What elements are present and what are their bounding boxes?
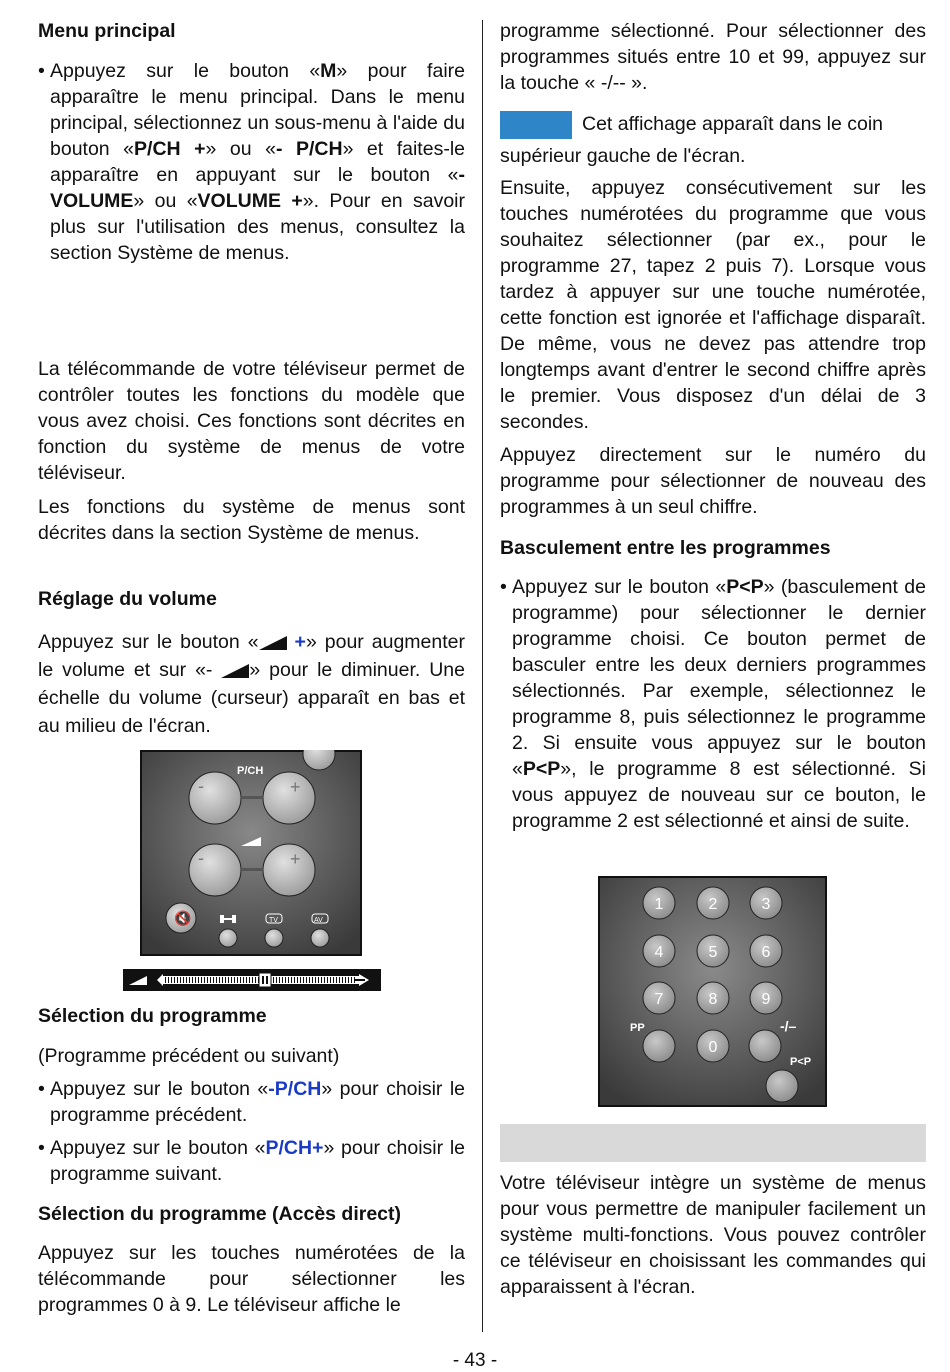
menu-bullet: • Appuyez sur le bouton «M» pour faire apparaître le menu principal. Dans le menu principal, sélectionnez un sous-menu à l'aide du bouton «P/CH +» ou «- P/CH» et faites-le apparaître en appuyant sur le bouton «- VOLUME» ou «VOLUME +». Pour en savoir plus sur l'utilisation des menus, consultez la section Système de menus. xyxy=(38,60,465,264)
pch-plus-label: + xyxy=(290,777,301,797)
then-paragraph: Ensuite, appuyez consécutivement sur les touches numérotées du programme que vous souhaitez sélectionner (par ex., pour le programme 27, tapez 2 puis 7). Lorsque vous tardez à appuyer sur une touche numérotée, cette fonction est ignorée et l'affichage disparaît. De même, vous ne devez pas attendre trop longtemps avant d'entrer le second chiffre après le premier. Vous disposez d'un délai de 3 secondes. xyxy=(500,177,926,433)
keypad-illustration xyxy=(598,876,828,1108)
menu-heading: Menu principal xyxy=(38,20,176,42)
keypad-key-label: 4 xyxy=(654,944,664,961)
menus-paragraph: Les fonctions du système de menus sont décrites dans la section Système de menus. xyxy=(38,496,465,544)
switch-heading: Basculement entre les programmes xyxy=(500,537,831,559)
selection-heading: Sélection du programme xyxy=(38,1005,267,1027)
keypad-key-label: 6 xyxy=(761,944,771,961)
remote-paragraph: La télécommande de votre téléviseur permet de contrôler toutes les fonctions du modèle que vous avez choisi. Ces fonctions sont décrites en fonction du système de menus de votre téléviseur. xyxy=(38,358,465,484)
remote-volume-illustration xyxy=(140,750,364,958)
pch-minus-label: - xyxy=(198,776,204,796)
pch-label: P/CH xyxy=(237,765,264,777)
volume-triangle-icon xyxy=(259,636,287,650)
mute-icon: 🔇 xyxy=(174,910,192,926)
next-bullet: • Appuyez sur le bouton «P/CH+» pour choisir le programme suivant. xyxy=(38,1137,465,1185)
vol-minus-label: - xyxy=(198,848,204,868)
column-divider xyxy=(482,20,483,1332)
direct-paragraph: Appuyez sur les touches numérotées de la télécommande pour sélectionner les programmes 0 à 9. Le téléviseur affiche le xyxy=(38,1242,465,1316)
menu-system-paragraph: Votre téléviseur intègre un système de menus pour vous permettre de manipuler facilement un système multi-fonctions. Vous pouvez contrôler ce téléviseur en choisissant les commandes qui apparaissent à l'écran. xyxy=(500,1172,926,1298)
tv-label: TV xyxy=(269,917,278,924)
section-header-bar xyxy=(500,1124,926,1162)
pcp-button xyxy=(766,1070,798,1102)
dash-label: -/– xyxy=(780,1018,797,1034)
single-digit-paragraph: Appuyez directement sur le numéro du programme pour sélectionner de nouveau des programmes à un seul chiffre. xyxy=(500,444,926,518)
volume-scale-bar xyxy=(123,969,381,991)
selection-subtitle: (Programme précédent ou suivant) xyxy=(38,1045,340,1067)
keypad-key-label: 7 xyxy=(654,991,664,1008)
display-paragraph: Cet affichage apparaît dans le coin supérieur gauche de l'écran. xyxy=(500,111,926,169)
pp-label: PP xyxy=(630,1022,645,1034)
volume-triangle-icon xyxy=(221,664,249,678)
page-number: - 43 - xyxy=(452,1350,498,1371)
pcp-label: P<P xyxy=(790,1056,812,1068)
keypad-key-label: 3 xyxy=(761,896,771,913)
keypad-key-label: 9 xyxy=(761,991,771,1008)
keypad-key-label: 1 xyxy=(654,896,664,913)
keypad-key-label: 5 xyxy=(708,944,718,961)
continued-paragraph: programme sélectionné. Pour sélectionner des programmes situés entre 10 et 99, appuyez sur la touche « -/-- ». xyxy=(500,20,926,94)
volume-paragraph: Appuyez sur le bouton « +» pour augmenter le volume et sur «- » pour le diminuer. Une échelle du volume (curseur) apparaît en bas et au milieu de l'écran. xyxy=(38,631,465,737)
keypad-key-label: 8 xyxy=(708,991,718,1008)
pp-button xyxy=(643,1030,675,1062)
volume-heading: Réglage du volume xyxy=(38,588,217,610)
prev-bullet: • Appuyez sur le bouton «-P/CH» pour choisir le programme précédent. xyxy=(38,1078,466,1126)
program-display-box xyxy=(500,111,572,139)
av-label: AV xyxy=(314,917,323,924)
keypad-key-label: 0 xyxy=(708,1039,718,1056)
dash-button xyxy=(749,1030,781,1062)
keypad-key-label: 2 xyxy=(708,896,718,913)
vol-plus-label: + xyxy=(290,849,301,869)
switch-bullet: • Appuyez sur le bouton «P<P» (basculement de programme) pour sélectionner le dernier programme choisi. Ce bouton permet de basculer entre les deux derniers programmes sélectionnés. Par exemple, sélectionnez le programme 8, puis sélectionnez le programme 2. Si ensuite vous appuyez sur le bouton «P<P», le programme 8 est sélectionné. Si vous appuyez de nouveau sur ce bouton, le programme 2 est sélectionné et ainsi de suite. xyxy=(500,576,927,832)
direct-heading: Sélection du programme (Accès direct) xyxy=(38,1203,402,1225)
